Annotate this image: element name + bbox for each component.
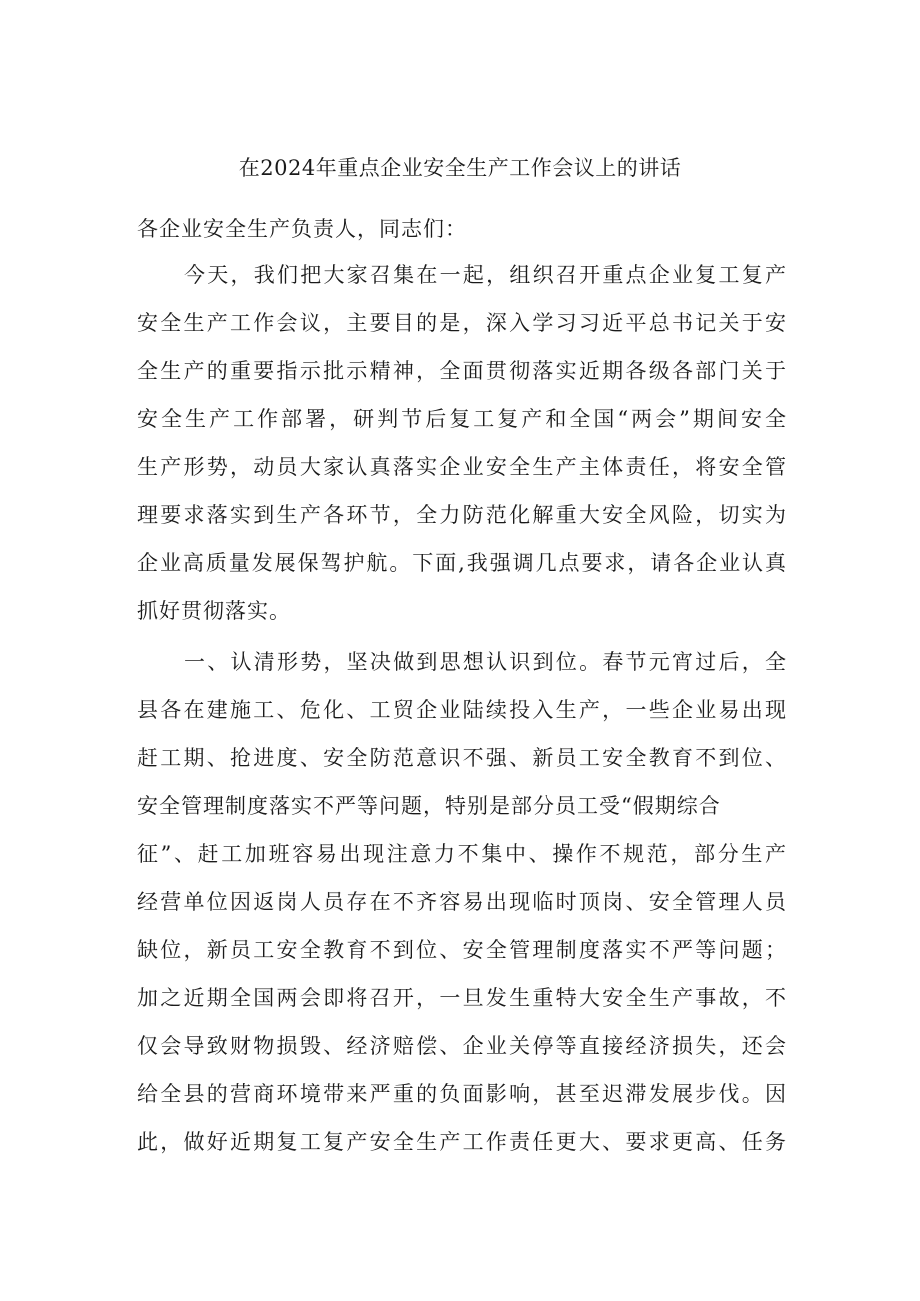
paragraph-line: 赶工期、抢进度、安全防范意识不强、新员工安全教育不到位、 (137, 746, 787, 770)
paragraph-line: 县各在建施工、危化、工贸企业陆续投入生产，一些企业易出现 (137, 698, 787, 722)
paragraph-line: 加之近期全国两会即将召开，一旦发生重特大安全生产事故，不 (137, 986, 787, 1010)
paragraph-line: 经营单位因返岗人员存在不齐容易出现临时顶岗、安全管理人员 (137, 890, 787, 914)
paragraph-line: 安全生产工作会议，主要目的是，深入学习习近平总书记关于安 (137, 311, 787, 335)
paragraph-line: 安全生产工作部署，研判节后复工复产和全国“两会”期间安全 (137, 407, 787, 431)
paragraph-line: 全生产的重要指示批示精神，全面贯彻落实近期各级各部门关于 (137, 359, 787, 383)
paragraph-line: 此，做好近期复工复产安全生产工作责任更大、要求更高、任务 (137, 1130, 787, 1154)
paragraph-line: 企业高质量发展保驾护航。下面,我强调几点要求，请各企业认真 (137, 551, 787, 575)
paragraph-line: 抓好贯彻落实。 (137, 599, 291, 623)
paragraph-line: 征”、赶工加班容易出现注意力不集中、操作不规范，部分生产 (137, 842, 787, 866)
paragraph-line: 仅会导致财物损毁、经济赔偿、企业关停等直接经济损失，还会 (137, 1034, 787, 1058)
paragraph-line: 理要求落实到生产各环节，全力防范化解重大安全风险，切实为 (137, 503, 787, 527)
paragraph-line: 今天，我们把大家召集在一起，组织召开重点企业复工复产 (184, 263, 787, 287)
paragraph-line: 安全管理制度落实不严等问题，特别是部分员工受“假期综合 (137, 794, 721, 818)
paragraph-line: 生产形势，动员大家认真落实企业安全生产主体责任，将安全管 (137, 455, 787, 479)
document-title: 在2024年重点企业安全生产工作会议上的讲话 (238, 156, 682, 180)
paragraph-line: 一、认清形势，坚决做到思想认识到位。春节元宵过后，全 (184, 650, 787, 674)
paragraph-line: 给全县的营商环境带来严重的负面影响，甚至迟滞发展步伐。因 (137, 1082, 787, 1106)
paragraph-line: 缺位，新员工安全教育不到位、安全管理制度落实不严等问题； (137, 938, 787, 962)
salutation: 各企业安全生产负责人，同志们： (137, 217, 467, 241)
